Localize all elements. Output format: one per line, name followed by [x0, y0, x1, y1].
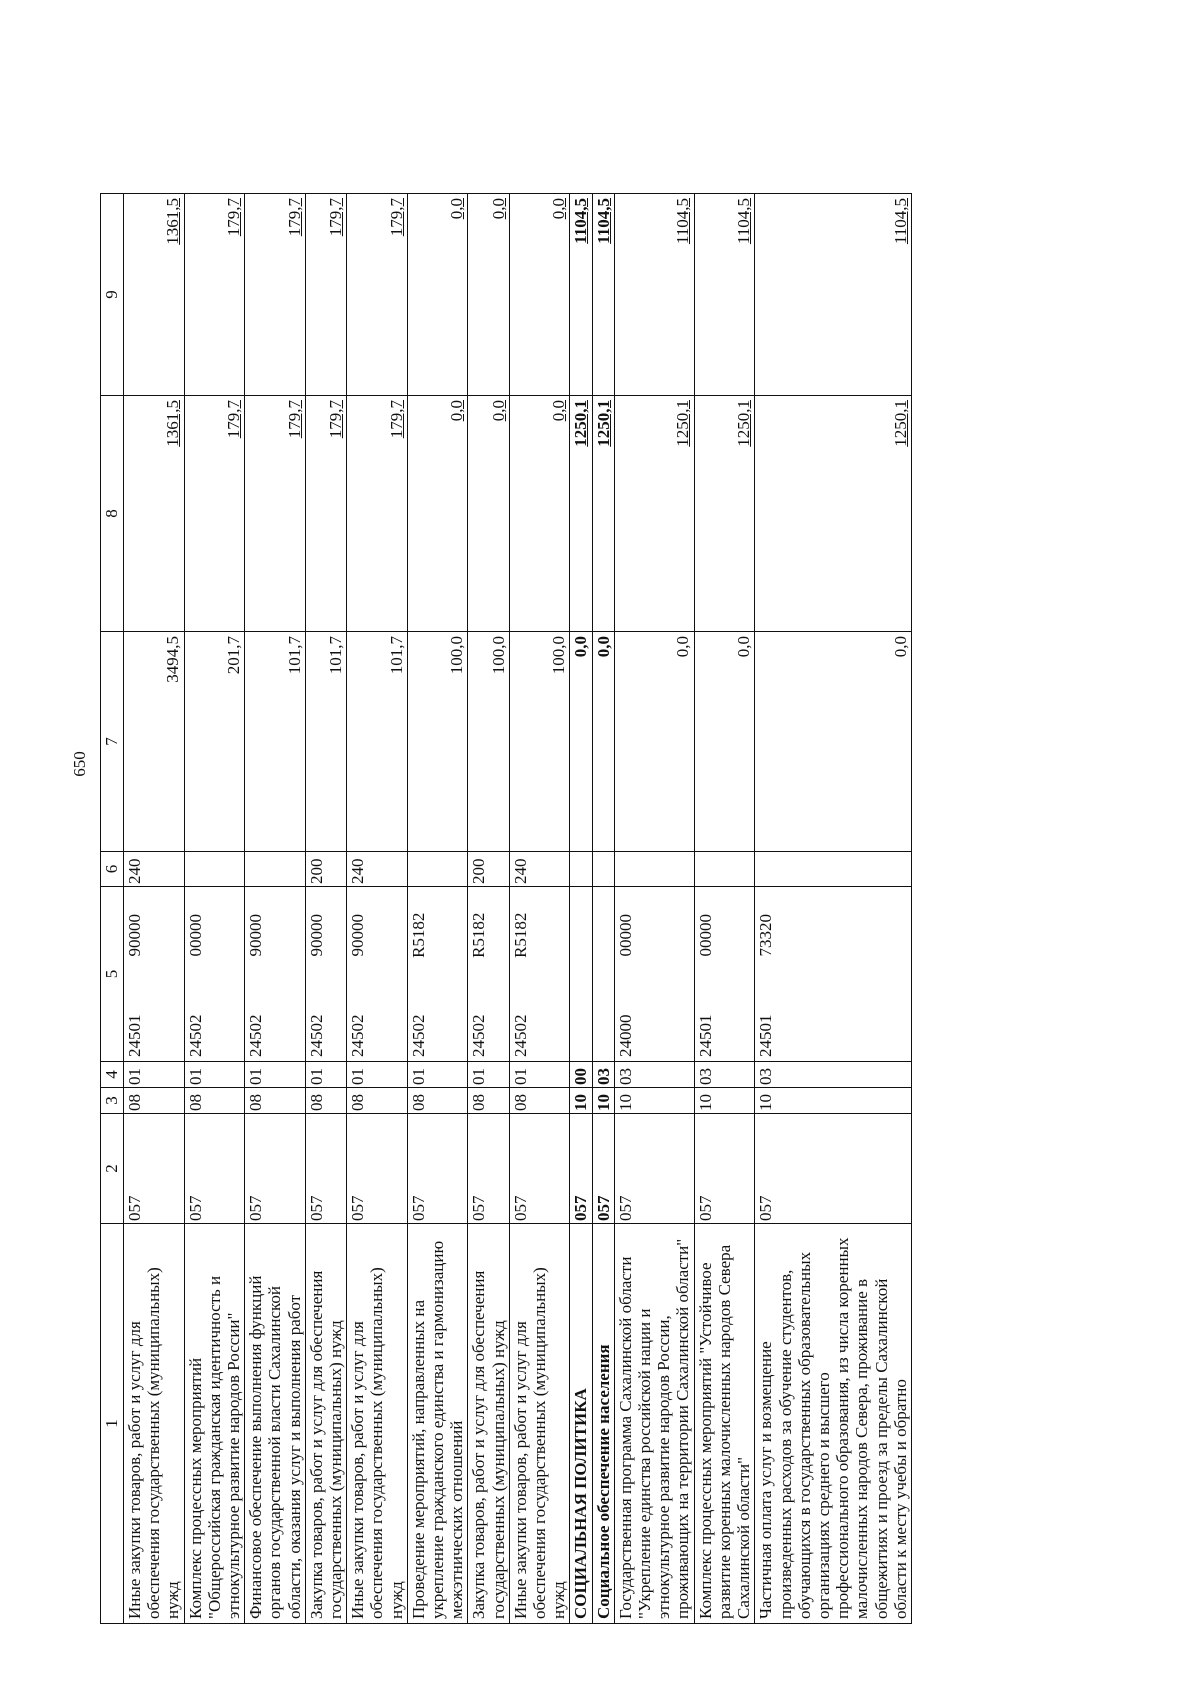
cell-col9: 179,7: [245, 194, 306, 396]
cell-col7: 0,0: [755, 632, 912, 852]
row-description: Иные закупки товаров, работ и услуг для обеспечения государственных (муниципальных) нужд: [124, 1224, 185, 1624]
row-description: Закупка товаров, работ и услуг для обеспечения государственных (муниципальных) нужд: [468, 1224, 509, 1624]
table-row: [347, 194, 408, 1624]
cell-col5-part1: 24502: [468, 984, 509, 1062]
cell-col3: 08: [347, 1088, 408, 1114]
cell-col5-part1: 24502: [509, 984, 570, 1062]
cell-col3: 10: [614, 1088, 694, 1114]
cell-col5-part1: 24502: [347, 984, 408, 1062]
cell-col2: 057: [614, 1114, 694, 1224]
cell-col2: 057: [347, 1114, 408, 1224]
cell-col9: 1361,5: [124, 194, 185, 396]
cell-col4: 01: [509, 1062, 570, 1088]
cell-col2: 057: [694, 1114, 755, 1224]
cell-col4: 03: [755, 1062, 912, 1088]
row-description: Проведение мероприятий, направленных на укрепление гражданского единства и гармонизацию межэтнических отношений: [407, 1224, 468, 1624]
row-description: Социальное обеспечение населения: [592, 1224, 614, 1624]
column-header: 4: [101, 1062, 124, 1088]
cell-col9: 0,0: [468, 194, 509, 396]
cell-col5-part1: 24502: [407, 984, 468, 1062]
table-row: [614, 194, 694, 1624]
row-description: Частичная оплата услуг и возмещение произведенных расходов за обучение студентов, обучающихся в государственных образовательных организациях среднего и высшего профессионального образования, из числа коренных малочисленных народов Севера, проживание в общежитиях и проезд за пределы Сахалинской области к месту учебы и обратно: [755, 1224, 912, 1624]
cell-col6: 240: [124, 852, 185, 887]
cell-col4: 00: [570, 1062, 592, 1088]
cell-col7: 100,0: [468, 632, 509, 852]
cell-col7: 3494,5: [124, 632, 185, 852]
cell-col5-part1: 24501: [124, 984, 185, 1062]
cell-col3: 10: [592, 1088, 614, 1114]
cell-col6: [614, 852, 694, 887]
cell-col2: 057: [184, 1114, 245, 1224]
column-header: 5: [101, 887, 124, 1062]
cell-col8: 179,7: [184, 396, 245, 632]
cell-col3: 08: [407, 1088, 468, 1114]
cell-col7: 101,7: [305, 632, 346, 852]
cell-col4: 01: [305, 1062, 346, 1088]
cell-col7: 201,7: [184, 632, 245, 852]
cell-col4: 01: [245, 1062, 306, 1088]
cell-col7: 101,7: [347, 632, 408, 852]
cell-col6: [755, 852, 912, 887]
column-header: 6: [101, 852, 124, 887]
cell-col5-part1: [570, 984, 592, 1062]
cell-col2: 057: [509, 1114, 570, 1224]
column-header: 1: [101, 1224, 124, 1624]
cell-col3: 10: [755, 1088, 912, 1114]
cell-col2: 057: [755, 1114, 912, 1224]
cell-col3: 08: [305, 1088, 346, 1114]
cell-col2: 057: [407, 1114, 468, 1224]
cell-col8: 1250,1: [570, 396, 592, 632]
cell-col7: 100,0: [509, 632, 570, 852]
budget-table: [100, 193, 912, 1624]
row-description: Иные закупки товаров, работ и услуг для обеспечения государственных (муниципальных) нужд: [509, 1224, 570, 1624]
cell-col7: 100,0: [407, 632, 468, 852]
row-description: Комплекс процессных мероприятий "Устойчивое развитие коренных малочисленных народов Севера Сахалинской области": [694, 1224, 755, 1624]
cell-col4: 01: [468, 1062, 509, 1088]
cell-col9: 179,7: [347, 194, 408, 396]
cell-col9: 179,7: [305, 194, 346, 396]
column-header: 3: [101, 1088, 124, 1114]
cell-col9: 1104,5: [694, 194, 755, 396]
cell-col7: 101,7: [245, 632, 306, 852]
cell-col5-part2: 90000: [245, 887, 306, 984]
column-header: 8: [101, 396, 124, 632]
cell-col5-part2: R5182: [468, 887, 509, 984]
cell-col8: 179,7: [305, 396, 346, 632]
cell-col2: 057: [570, 1114, 592, 1224]
cell-col5-part2: [570, 887, 592, 984]
table-row: [468, 194, 509, 1624]
cell-col5-part1: 24502: [184, 984, 245, 1062]
cell-col9: 1104,5: [570, 194, 592, 396]
cell-col6: [592, 852, 614, 887]
table-row: [245, 194, 306, 1624]
table-row: [184, 194, 245, 1624]
table-row: [509, 194, 570, 1624]
cell-col6: [694, 852, 755, 887]
column-header: 2: [101, 1114, 124, 1224]
cell-col3: 08: [124, 1088, 185, 1114]
table-row: [755, 194, 912, 1624]
cell-col4: 01: [347, 1062, 408, 1088]
cell-col5-part2: 00000: [184, 887, 245, 984]
cell-col2: 057: [245, 1114, 306, 1224]
cell-col2: 057: [124, 1114, 185, 1224]
cell-col8: 1250,1: [592, 396, 614, 632]
cell-col3: 08: [468, 1088, 509, 1114]
cell-col5-part2: [592, 887, 614, 984]
cell-col9: 1104,5: [592, 194, 614, 396]
cell-col9: 1104,5: [614, 194, 694, 396]
table-row: [124, 194, 185, 1624]
cell-col5-part2: 00000: [614, 887, 694, 984]
page-number: 650: [70, 751, 89, 777]
cell-col6: 200: [468, 852, 509, 887]
cell-col9: 1104,5: [755, 194, 912, 396]
row-description: Закупка товаров, работ и услуг для обеспечения государственных (муниципальных) нужд: [305, 1224, 346, 1624]
cell-col8: 1361,5: [124, 396, 185, 632]
cell-col6: [570, 852, 592, 887]
cell-col7: 0,0: [570, 632, 592, 852]
cell-col5-part2: R5182: [407, 887, 468, 984]
table-row: [694, 194, 755, 1624]
cell-col5-part1: [592, 984, 614, 1062]
cell-col5-part2: 90000: [124, 887, 185, 984]
cell-col2: 057: [592, 1114, 614, 1224]
cell-col9: 179,7: [184, 194, 245, 396]
column-header: 9: [101, 194, 124, 396]
row-description: Государственная программа Сахалинской области "Укрепление единства российской нации и этнокультурное развитие народов России, проживающих на территории Сахалинской области": [614, 1224, 694, 1624]
row-description: СОЦИАЛЬНАЯ ПОЛИТИКА: [570, 1224, 592, 1624]
cell-col5-part2: 00000: [694, 887, 755, 984]
cell-col3: 10: [694, 1088, 755, 1114]
cell-col4: 03: [694, 1062, 755, 1088]
cell-col8: 179,7: [347, 396, 408, 632]
cell-col4: 03: [592, 1062, 614, 1088]
table-row: [570, 194, 592, 1624]
cell-col3: 10: [570, 1088, 592, 1114]
cell-col5-part2: 90000: [305, 887, 346, 984]
cell-col8: 0,0: [407, 396, 468, 632]
cell-col6: [245, 852, 306, 887]
cell-col4: 01: [124, 1062, 185, 1088]
cell-col8: 1250,1: [694, 396, 755, 632]
cell-col5-part1: 24501: [694, 984, 755, 1062]
cell-col4: 01: [407, 1062, 468, 1088]
table-row: [592, 194, 614, 1624]
cell-col9: 0,0: [509, 194, 570, 396]
cell-col3: 08: [509, 1088, 570, 1114]
cell-col3: 08: [245, 1088, 306, 1114]
cell-col4: 01: [184, 1062, 245, 1088]
cell-col3: 08: [184, 1088, 245, 1114]
cell-col8: 1250,1: [614, 396, 694, 632]
cell-col2: 057: [305, 1114, 346, 1224]
row-description: Комплекс процессных мероприятий "Общероссийская гражданская идентичность и этнокультурное развитие народов России": [184, 1224, 245, 1624]
cell-col7: 0,0: [592, 632, 614, 852]
cell-col5-part1: 24501: [755, 984, 912, 1062]
cell-col5-part2: R5182: [509, 887, 570, 984]
column-number-row: [101, 194, 124, 1624]
table-body: [124, 194, 912, 1624]
cell-col5-part2: 90000: [347, 887, 408, 984]
cell-col6: 200: [305, 852, 346, 887]
cell-col8: 0,0: [468, 396, 509, 632]
table-row: [305, 194, 346, 1624]
cell-col5-part1: 24000: [614, 984, 694, 1062]
cell-col7: 0,0: [614, 632, 694, 852]
cell-col6: 240: [509, 852, 570, 887]
row-description: Иные закупки товаров, работ и услуг для обеспечения государственных (муниципальных) нужд: [347, 1224, 408, 1624]
cell-col6: 240: [347, 852, 408, 887]
cell-col6: [407, 852, 468, 887]
cell-col8: 0,0: [509, 396, 570, 632]
column-header: 7: [101, 632, 124, 852]
cell-col4: 03: [614, 1062, 694, 1088]
cell-col8: 1250,1: [755, 396, 912, 632]
cell-col6: [184, 852, 245, 887]
cell-col2: 057: [468, 1114, 509, 1224]
cell-col7: 0,0: [694, 632, 755, 852]
cell-col8: 179,7: [245, 396, 306, 632]
cell-col9: 0,0: [407, 194, 468, 396]
row-description: Финансовое обеспечение выполнения функций органов государственной власти Сахалинской области, оказания услуг и выполнения работ: [245, 1224, 306, 1624]
table-row: [407, 194, 468, 1624]
cell-col5-part2: 73320: [755, 887, 912, 984]
cell-col5-part1: 24502: [305, 984, 346, 1062]
cell-col5-part1: 24502: [245, 984, 306, 1062]
